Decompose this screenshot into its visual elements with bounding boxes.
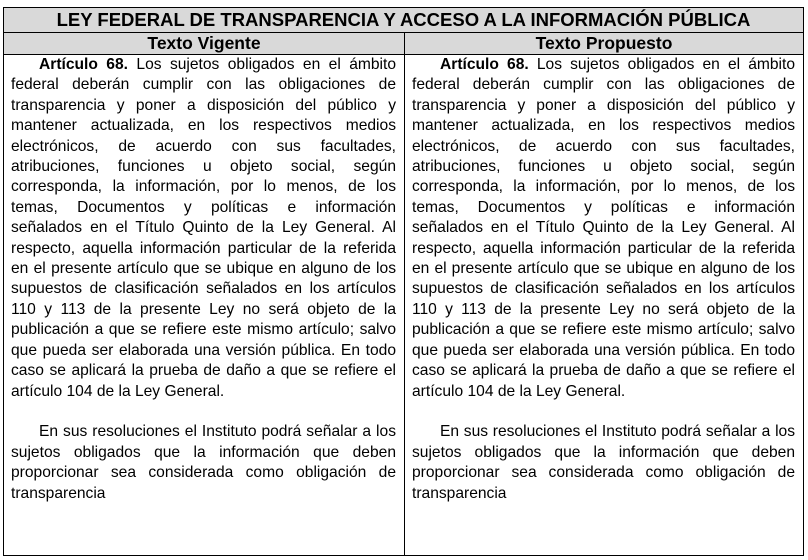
- texto-propuesto-cell: [405, 55, 804, 556]
- header-texto-propuesto: Texto Propuesto: [405, 33, 804, 55]
- comparison-table: [3, 7, 804, 556]
- propuesto-paragraph-1-text: Los sujetos obligados en el ámbito federal deberán cumplir con las obligaciones de transparencia y poner a disposición del público y mantener actualizada, en los respectivos medios electrónicos, de acuerdo con sus facultades, atribuciones, funciones u objeto social, según corresponda, la información, por lo menos, de los temas, Documentos y políticas e información señalados en el Título Quinto de la Ley General. Al respecto, aquella información particular de la referida en el presente artículo que se ubique en alguno de los supuestos de clasificación señalados en los artículos 110 y 113 de la presente Ley no será objeto de la publicación a que se refiere este mismo artículo; salvo que pueda ser elaborada una versión pública. En todo caso se aplicará la prueba de daño a que se refiere el artículo 104 de la Ley General.: [412, 56, 796, 400]
- propuesto-paragraph-2: En sus resoluciones el Instituto podrá señalar a los sujetos obligados que la información que deben proporcionar sea considerada como obligación de transparencia: [412, 423, 796, 502]
- vigente-article-label: Artículo 68.: [39, 56, 128, 73]
- header-texto-vigente: Texto Vigente: [4, 33, 405, 55]
- column-header-row: [4, 33, 804, 55]
- texto-vigente-cell: [4, 55, 405, 556]
- propuesto-paragraph-1: [412, 55, 795, 402]
- content-row: [4, 55, 804, 556]
- vigente-paragraph-2: En sus resoluciones el Instituto podrá señalar a los sujetos obligados que la información que deben proporcionar sea considerada como obligación de transparencia: [11, 423, 396, 502]
- vigente-paragraph-1: [11, 55, 396, 402]
- law-title: LEY FEDERAL DE TRANSPARENCIA Y ACCESO A LA INFORMACIÓN PÚBLICA: [4, 8, 804, 33]
- vigente-paragraph-1-text: Los sujetos obligados en el ámbito federal deberán cumplir con las obligaciones de transparencia y poner a disposición del público y mantener actualizada, en los respectivos medios electrónicos, de acuerdo con sus facultades, atribuciones, funciones u objeto social, según corresponda, la información, por lo menos, de los temas, Documentos y políticas e información señalados en el Título Quinto de la Ley General. Al respecto, aquella información particular de la referida en el presente artículo que se ubique en alguno de los supuestos de clasificación señalados en los artículos 110 y 113 de la presente Ley no será objeto de la publicación a que se refiere este mismo artículo; salvo que pueda ser elaborada una versión pública. En todo caso se aplicará la prueba de daño a que se refiere el artículo 104 de la Ley General.: [11, 56, 397, 400]
- propuesto-article-label: Artículo 68.: [440, 56, 529, 73]
- title-row: [4, 8, 804, 33]
